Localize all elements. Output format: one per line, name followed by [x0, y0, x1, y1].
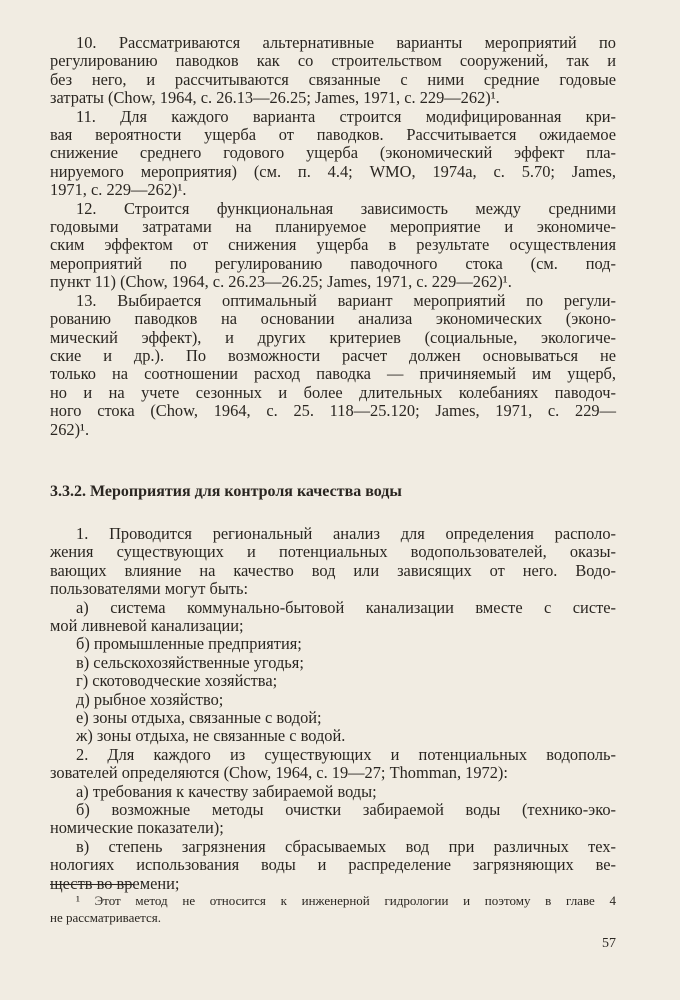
list-item: мой ливневой канализации; [50, 615, 244, 635]
list-item: б) возможные методы очистки забираемой воды (технико-эко- [76, 800, 616, 820]
text-line: жения существующих и потенциальных водопользователей, оказы- [50, 542, 616, 562]
list-item: а) требования к качеству забираемой воды; [76, 781, 377, 801]
text-line: мический эффект), и других критериев (социальные, экологиче- [50, 327, 616, 347]
paragraph-332-item-2 [50, 746, 616, 893]
footnote-rule [50, 884, 134, 885]
text-line: нируемого мероприятия) (см. п. 4.4; WMO, 1974а, с. 5.70; James, [50, 161, 616, 181]
list-item: е) зоны отдыха, связанные с водой; [76, 708, 322, 727]
text-line: 1971, с. 229—262)¹. [50, 180, 187, 200]
footnote [50, 892, 616, 926]
paragraph-item-13 [50, 292, 616, 439]
text-line: годовыми затратами на планируемое мероприятие и экономиче- [50, 217, 616, 237]
paragraph-item-12 [50, 200, 616, 292]
text-line: 10. Рассматриваются альтернативные варианты мероприятий по [76, 33, 616, 52]
water-users-list [50, 599, 616, 746]
page-number: 57 [602, 936, 616, 951]
text-line: 1. Проводится региональный анализ для определения располо- [76, 523, 616, 543]
list-item: номические показатели); [50, 818, 224, 838]
text-line: 13. Выбирается оптимальный вариант мероприятий по регули- [76, 290, 616, 310]
text-line: мероприятий по регулированию паводочного стока (см. под- [50, 253, 616, 273]
list-item: ж) зоны отдыха, не связанные с водой. [76, 726, 346, 746]
section-heading: 3.3.2. Мероприятия для контроля качества воды [50, 482, 402, 500]
paragraph-332-item-1 [50, 525, 616, 599]
text-line: снижение среднего годового ущерба (экономический эффект пла- [50, 143, 616, 163]
text-line: вающих влияние на качество вод или зависящих от него. Водо- [50, 560, 616, 580]
text-line: 262)¹. [50, 419, 90, 439]
text-line: пункт 11) (Chow, 1964, с. 26.23—26.25; James, 1971, с. 229—262)¹. [50, 272, 512, 292]
text-line: 12. Строится функциональная зависимость между средними [76, 198, 616, 218]
page-body [50, 34, 616, 893]
text-line: вая вероятности ущерба от паводков. Рассчитывается ожидаемое [50, 125, 616, 145]
text-line: рованию паводков на основании анализа экономических (эконо- [50, 309, 616, 329]
text-line: зователей определяются (Chow, 1964, с. 19—27; Thomman, 1972): [50, 763, 508, 783]
text-line: но и на учете сезонных и более длительных колебаниях паводоч- [50, 382, 616, 402]
text-line: ские и др.). По возможности расчет должен основываться не [50, 345, 616, 365]
paragraph-item-11 [50, 108, 616, 200]
text-line: регулированию паводков как со строительством сооружений, так и [50, 51, 616, 71]
text-line: 11. Для каждого варианта строится модифицированная кри- [76, 106, 616, 126]
list-item: д) рыбное хозяйство; [76, 689, 224, 709]
text-line: затраты (Chow, 1964, с. 26.13—26.25; James, 1971, с. 229—262)¹. [50, 88, 500, 108]
footnote-line: ¹ Этот метод не относится к инженерной гидрологии и поэтому в главе 4 [76, 893, 616, 908]
footnote-line: не рассматривается. [50, 910, 162, 925]
paragraph-item-10 [50, 34, 616, 108]
text-line: только на соотношении расход паводка — причиняемый им ущерб, [50, 364, 616, 384]
text-line: без него, и рассчитываются связанные с ними средние годовые [50, 69, 616, 89]
text-line: 2. Для каждого из существующих и потенциальных водополь- [76, 744, 616, 764]
list-item: в) степень загрязнения сбрасываемых вод при различных тех- [76, 836, 616, 856]
list-item: б) промышленные предприятия; [76, 634, 302, 654]
list-item: нологиях использования воды и распределение загрязняющих ве- [50, 855, 616, 875]
text-line: пользователями могут быть: [50, 579, 249, 599]
list-item: ществ во времени; [50, 873, 180, 893]
list-item: а) система коммунально-бытовой канализации вместе с систе- [76, 597, 616, 617]
list-item: в) сельскохозяйственные угодья; [76, 652, 304, 672]
text-line: ским эффектом от снижения ущерба в результате осуществления [50, 235, 616, 255]
list-item: г) скотоводческие хозяйства; [76, 671, 278, 691]
text-line: ного стока (Chow, 1964, с. 25. 118—25.120; James, 1971, с. 229— [50, 401, 616, 421]
